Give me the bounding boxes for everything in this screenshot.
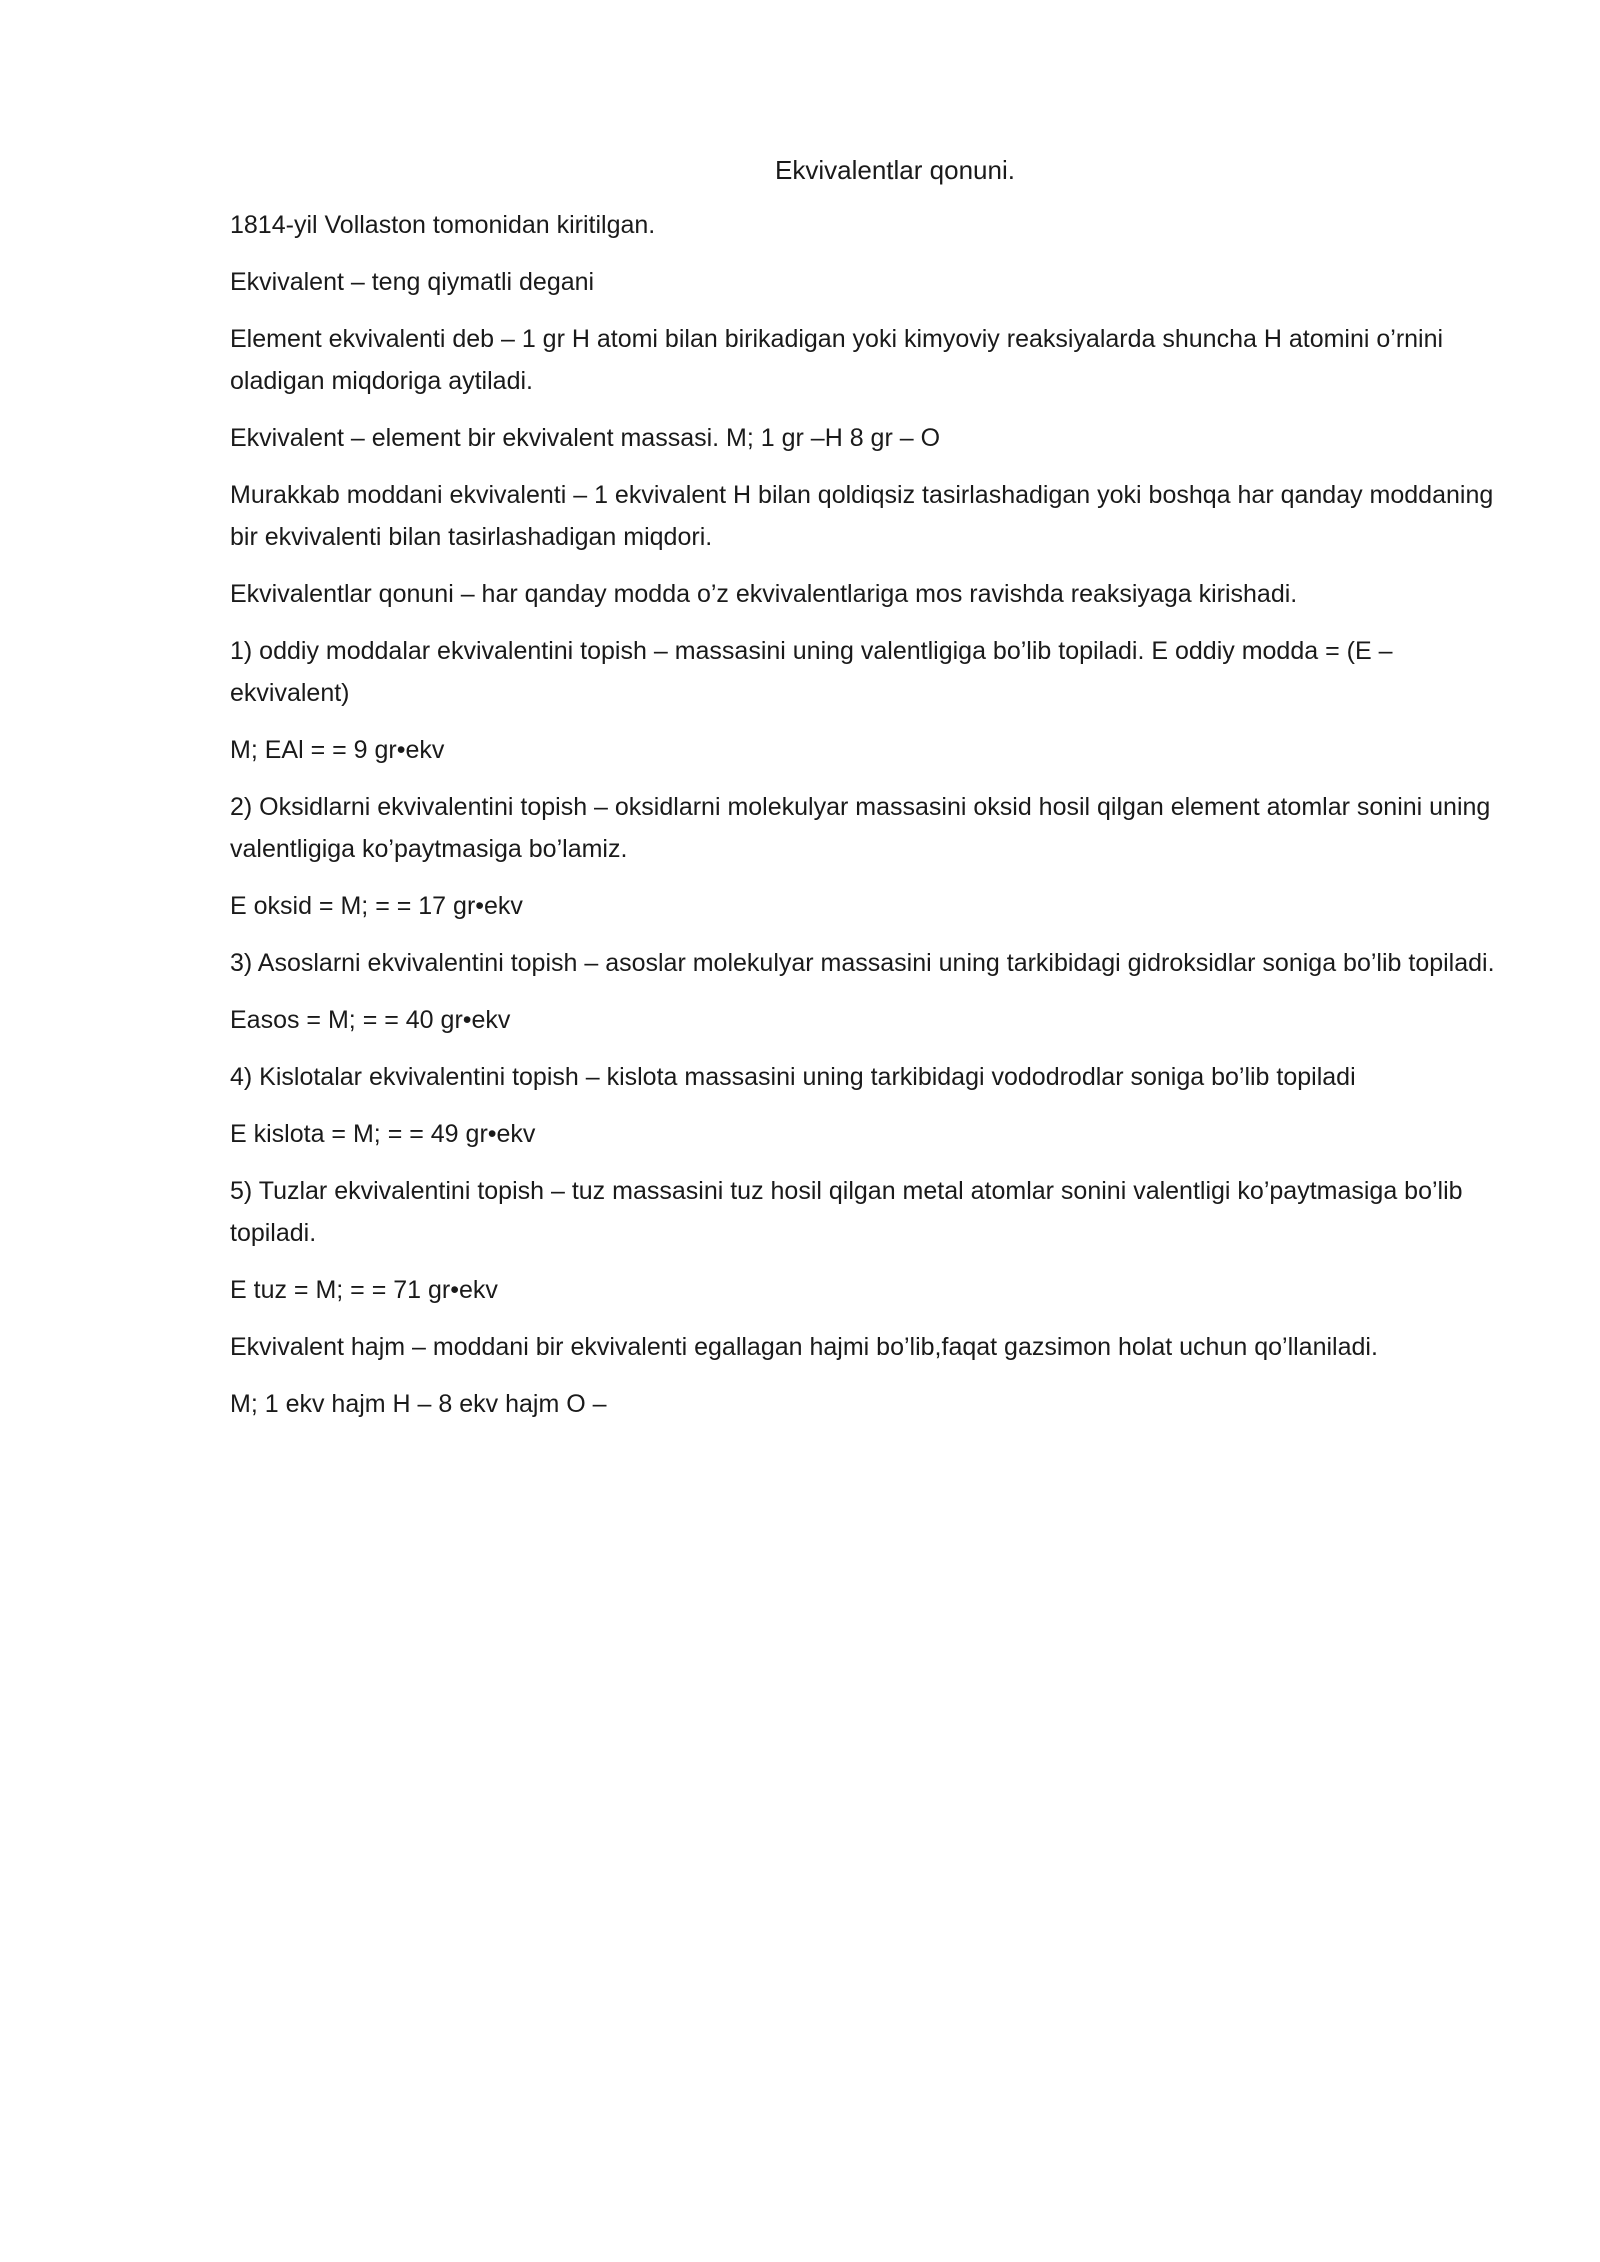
- document-title: Ekvivalentlar qonuni.: [775, 155, 1015, 185]
- formula-base: Easos = M; = = 40 gr•ekv: [230, 1006, 511, 1034]
- paragraph-element-equivalent: Element ekvivalenti deb – 1 gr H atomi bilan birikadigan yoki kimyoviy reaksiyalarda shuncha H atomini o’rnini oladigan miqdoriga aytiladi.: [230, 325, 1444, 395]
- paragraph-equivalent-mass: Ekvivalent – element bir ekvivalent massasi. M; 1 gr –H 8 gr – O: [230, 424, 941, 452]
- paragraph-intro: 1814-yil Vollaston tomonidan kiritilgan.: [230, 211, 656, 239]
- paragraph-law: Ekvivalentlar qonuni – har qanday modda o’z ekvivalentlariga mos ravishda reaksiyaga kirishadi.: [230, 580, 1298, 608]
- paragraph-acids: 4) Kislotalar ekvivalentini topish – kislota massasini uning tarkibidagi vododrodlar soniga bo’lib topiladi: [230, 1063, 1356, 1091]
- paragraph-definition: Ekvivalent – teng qiymatli degani: [230, 268, 595, 296]
- formula-equivalent-volume: M; 1 ekv hajm H – 8 ekv hajm O –: [230, 1390, 607, 1418]
- paragraph-oxides: 2) Oksidlarni ekvivalentini topish – oksidlarni molekulyar massasini oksid hosil qilgan element atomlar sonini uning valentligiga ko’paytmasiga bo’lamiz.: [230, 793, 1491, 863]
- formula-aluminium: M; EAl = = 9 gr•ekv: [230, 736, 445, 764]
- formula-salt: E tuz = M; = = 71 gr•ekv: [230, 1276, 498, 1304]
- paragraph-complex-substance: Murakkab moddani ekvivalenti – 1 ekvivalent H bilan qoldiqsiz tasirlashadigan yoki boshqa har qanday moddaning bir ekvivalenti bilan tasirlashadigan miqdori.: [230, 481, 1494, 551]
- paragraph-simple-substances: 1) oddiy moddalar ekvivalentini topish – massasini uning valentligiga bo’lib topiladi. E oddiy modda = (E – ekvivalent): [230, 637, 1393, 707]
- paragraph-equivalent-volume: Ekvivalent hajm – moddani bir ekvivalenti egallagan hajmi bo’lib,faqat gazsimon holat uchun qo’llaniladi.: [230, 1333, 1378, 1361]
- formula-oxide: E oksid = M; = = 17 gr•ekv: [230, 892, 523, 920]
- formula-acid: E kislota = M; = = 49 gr•ekv: [230, 1120, 536, 1148]
- paragraph-salts: 5) Tuzlar ekvivalentini topish – tuz massasini tuz hosil qilgan metal atomlar sonini valentligi ko’paytmasiga bo’lib topiladi.: [230, 1177, 1463, 1247]
- paragraph-bases: 3) Asoslarni ekvivalentini topish – asoslar molekulyar massasini uning tarkibidagi gidroksidlar soniga bo’lib topiladi.: [230, 949, 1495, 977]
- document-page: [230, 150, 1500, 1440]
